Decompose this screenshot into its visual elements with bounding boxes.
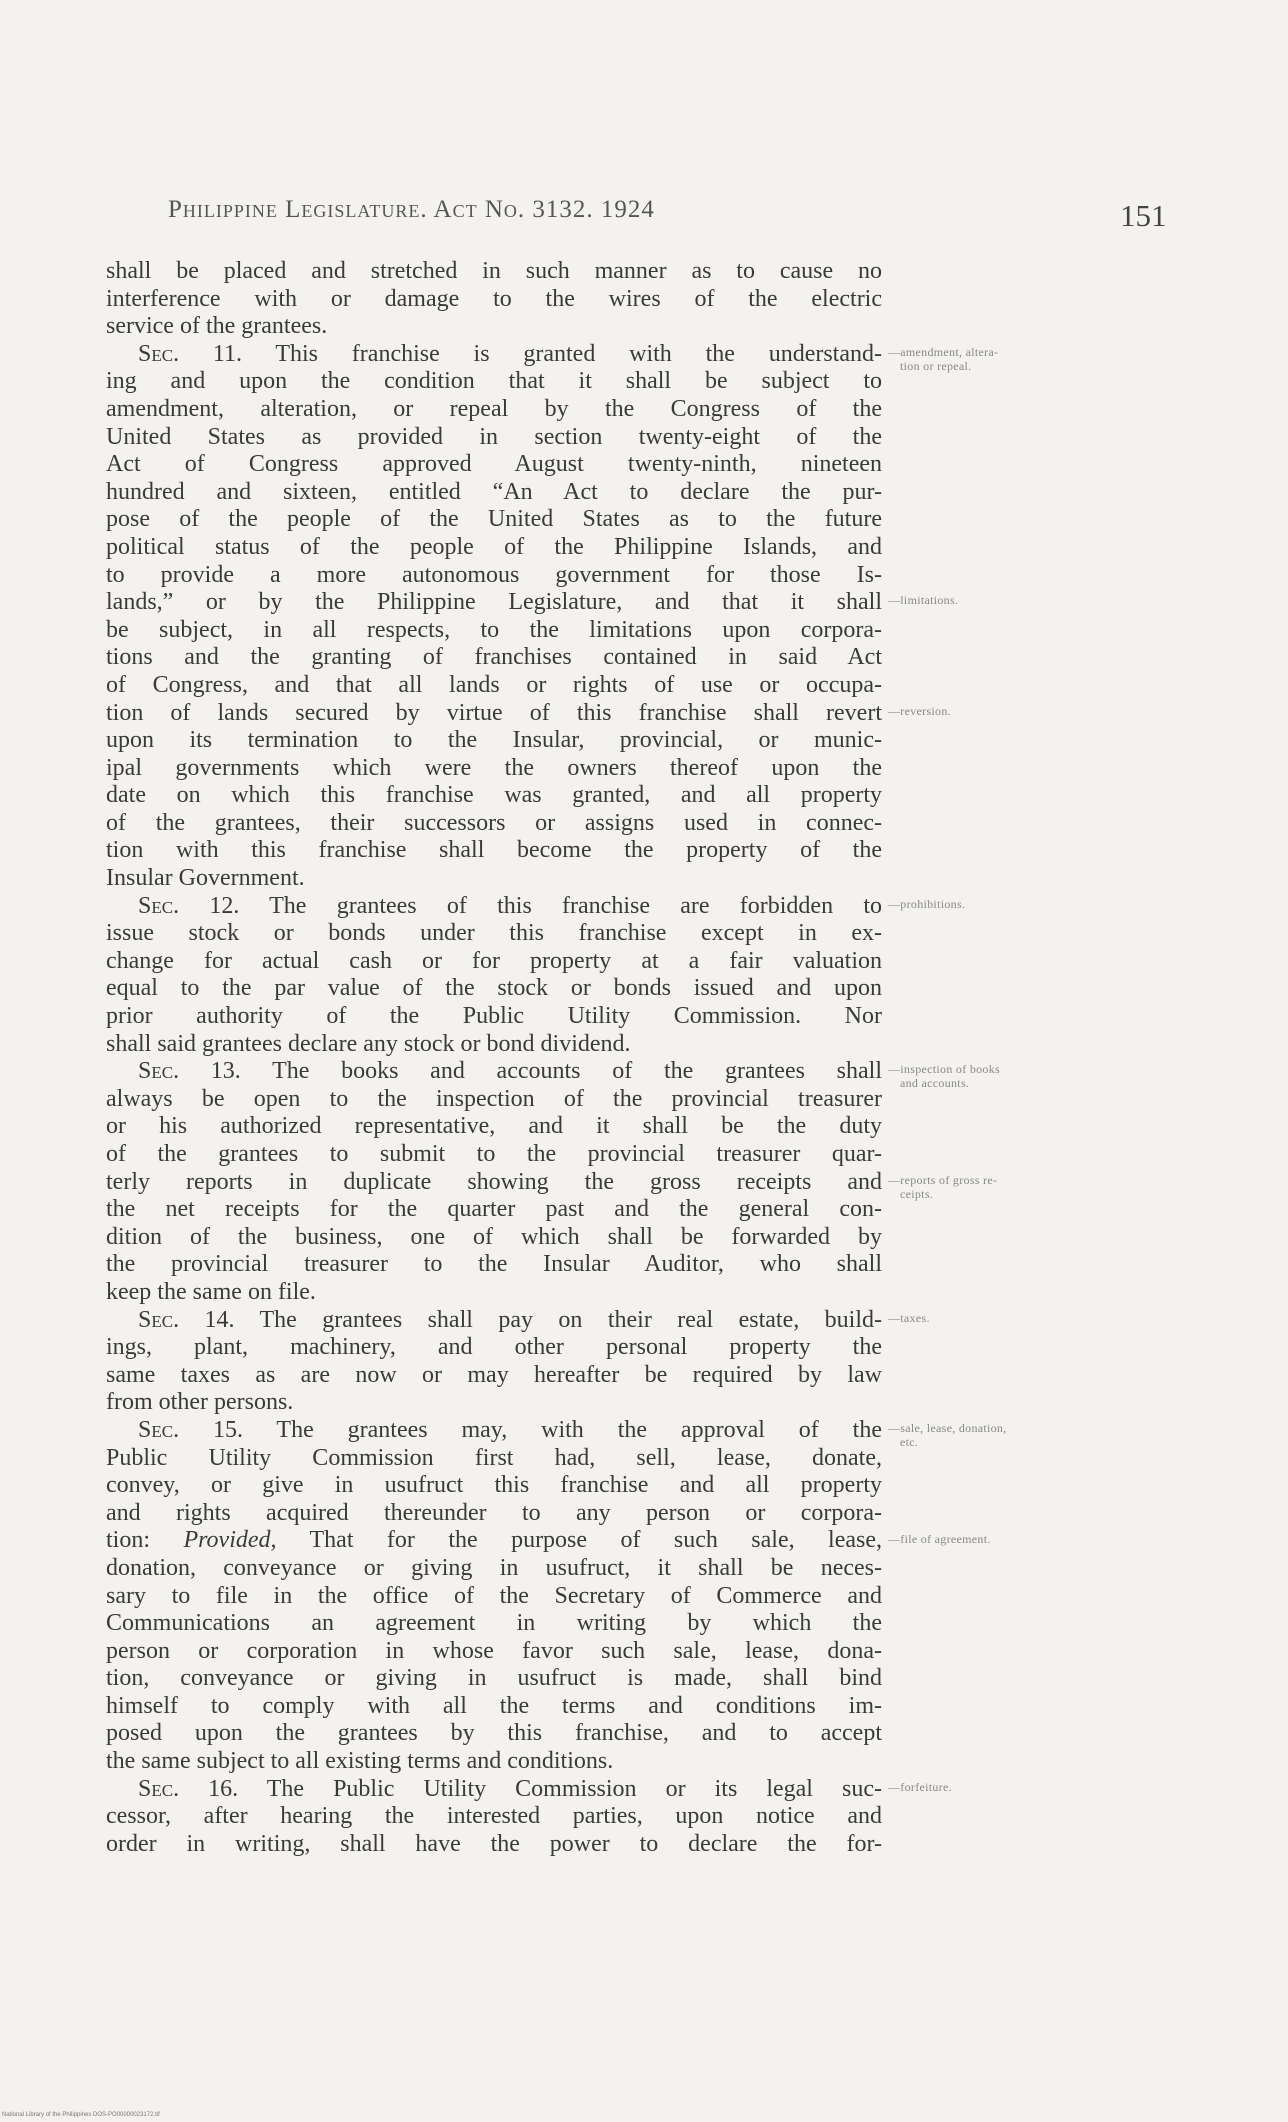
line-text: dition of the business, one of which shall be forwarded by — [106, 1223, 882, 1250]
line-text: the same subject to all existing terms and conditions. — [106, 1748, 614, 1775]
line-text: ipal governments which were the owners thereof upon the — [106, 754, 882, 781]
line-text: always be open to the inspection of the provincial treasurer — [106, 1085, 882, 1112]
line-text: political status of the people of the Philippine Islands, and — [106, 533, 882, 560]
text-line — [106, 893, 882, 921]
line-text: equal to the par value of the stock or bonds issued and upon — [106, 975, 882, 1002]
text-line — [106, 1086, 882, 1114]
text-line — [106, 948, 882, 976]
line-text: change for actual cash or for property at a fair valuation — [106, 947, 882, 974]
line-text: terly reports in duplicate showing the gross receipts and — [106, 1168, 882, 1195]
text-line — [106, 258, 882, 286]
text-line — [106, 1500, 882, 1528]
margin-note — [888, 1532, 1098, 1546]
line-text: service of the grantees. — [106, 313, 328, 340]
text-line — [106, 1720, 882, 1748]
running-head: Philippine Legislature. Act No. 3132. 1924 — [168, 196, 655, 223]
line-text: of the grantees, their successors or assigns used in connec- — [106, 809, 882, 836]
text-line — [106, 589, 882, 617]
line-text: This franchise is granted with the understand- — [241, 340, 882, 367]
line-text: hundred and sixteen, entitled “An Act to declare the pur- — [106, 478, 882, 505]
margin-note-line: —taxes. — [888, 1310, 930, 1325]
text-line — [106, 1362, 882, 1390]
margin-note-line: and accounts. — [900, 1076, 970, 1091]
margin-note — [888, 1173, 1098, 1201]
line-text: amendment, alteration, or repeal by the Congress of the — [106, 395, 882, 422]
text-line — [106, 479, 882, 507]
line-text: tion: — [106, 1527, 184, 1554]
line-text: That for the purpose of such sale, lease, — [276, 1527, 882, 1554]
line-text: interference with or damage to the wires of the electric — [106, 285, 882, 312]
text-line — [106, 341, 882, 369]
text-line — [106, 755, 882, 783]
text-line — [106, 451, 882, 479]
text-line — [106, 782, 882, 810]
margin-note-line: ceipts. — [900, 1186, 934, 1201]
line-text: himself to comply with all the terms and conditions im- — [106, 1692, 882, 1719]
text-line — [106, 313, 882, 341]
line-text: upon its termination to the Insular, provincial, or munic- — [106, 727, 882, 754]
text-line — [106, 424, 882, 452]
margin-note-line: —forfeiture. — [888, 1780, 952, 1794]
text-line — [106, 617, 882, 645]
text-line — [106, 286, 882, 314]
line-text: The Public Utility Commission or its legal suc- — [238, 1775, 882, 1802]
text-line — [106, 1583, 882, 1611]
line-text: United States as provided in section twenty-eight of the — [106, 423, 882, 450]
text-line — [106, 644, 882, 672]
line-text: shall said grantees declare any stock or bond dividend. — [106, 1030, 631, 1057]
margin-note — [888, 704, 1098, 718]
line-text: person or corporation in whose favor such sale, lease, dona- — [106, 1637, 882, 1664]
line-text: tion with this franchise shall become the property of the — [106, 837, 882, 864]
line-text: tion of lands secured by virtue of this franchise shall revert — [106, 699, 882, 726]
text-line — [106, 1113, 882, 1141]
page-number: 151 — [1120, 198, 1167, 233]
margin-note — [888, 1421, 1098, 1449]
text-line — [106, 1445, 882, 1473]
margin-note — [888, 593, 1098, 607]
margin-note — [888, 345, 1098, 373]
text-line — [106, 1803, 882, 1831]
text-line — [106, 1058, 882, 1086]
line-text: be subject, in all respects, to the limitations upon corpora- — [106, 616, 882, 643]
line-text: issue stock or bonds under this franchise except in ex- — [106, 920, 882, 947]
text-line — [106, 700, 882, 728]
body-text — [106, 258, 882, 1858]
line-text: the net receipts for the quarter past and the general con- — [106, 1196, 882, 1223]
emphasis-text: Provided, — [183, 1527, 277, 1554]
text-line — [106, 810, 882, 838]
text-line — [106, 1748, 882, 1776]
text-line — [106, 1141, 882, 1169]
line-text: and rights acquired thereunder to any person or corpora- — [106, 1499, 882, 1526]
text-line — [106, 1031, 882, 1059]
margin-note-line: —amendment, altera- — [888, 344, 999, 359]
section-number: Sec. 14. — [138, 1306, 235, 1333]
line-text: date on which this franchise was granted, and all property — [106, 782, 882, 809]
line-text: Communications an agreement in writing by which the — [106, 1610, 882, 1637]
text-line — [106, 727, 882, 755]
text-line — [106, 368, 882, 396]
line-text: to provide a more autonomous government for those Is- — [106, 561, 882, 588]
margin-note-line: etc. — [900, 1435, 919, 1450]
margin-note — [888, 1780, 1098, 1794]
line-text: lands,” or by the Philippine Legislature, and that it shall — [106, 589, 882, 616]
margin-note-line: —file of agreement. — [888, 1531, 991, 1546]
line-text: The grantees may, with the approval of the — [242, 1416, 882, 1443]
line-text: or his authorized representative, and it shall be the duty — [106, 1113, 882, 1140]
line-text: donation, conveyance or giving in usufruct, it shall be neces- — [106, 1554, 882, 1581]
line-text: posed upon the grantees by this franchise, and to accept — [106, 1720, 882, 1747]
line-text: keep the same on file. — [106, 1278, 316, 1305]
line-text: cessor, after hearing the interested parties, upon notice and — [106, 1803, 882, 1830]
margin-note-line: —limitations. — [888, 593, 959, 608]
section-number: Sec. 11. — [138, 340, 242, 367]
line-text: of the grantees to submit to the provincial treasurer quar- — [106, 1141, 882, 1167]
section-number: Sec. 12. — [138, 892, 240, 919]
line-text: The grantees of this franchise are forbidden to — [239, 892, 882, 919]
margin-note-line: —sale, lease, donation, — [888, 1421, 1007, 1436]
text-line — [106, 920, 882, 948]
scan-footer: National Library of the Philippines DOS-PO00000023172.tif — [2, 2112, 160, 2118]
line-text: tions and the granting of franchises contained in said Act — [106, 644, 882, 671]
line-text: The grantees shall pay on their real estate, build- — [234, 1306, 882, 1333]
text-line — [106, 1527, 882, 1555]
text-line — [106, 1279, 882, 1307]
text-line — [106, 1831, 882, 1859]
text-line — [106, 1251, 882, 1279]
text-line — [106, 1472, 882, 1500]
text-line — [106, 396, 882, 424]
margin-note-line: —reversion. — [888, 703, 951, 718]
text-line — [106, 1169, 882, 1197]
line-text: tion, conveyance or giving in usufruct is made, shall bind — [106, 1665, 882, 1692]
section-number: Sec. 16. — [138, 1775, 239, 1802]
text-line — [106, 1417, 882, 1445]
line-text: shall be placed and stretched in such manner as to cause no — [106, 258, 882, 284]
margin-note-line: —reports of gross re- — [888, 1172, 998, 1187]
line-text: convey, or give in usufruct this franchise and all property — [106, 1472, 882, 1499]
margin-note-line: —prohibitions. — [888, 896, 966, 911]
text-line — [106, 506, 882, 534]
section-number: Sec. 13. — [138, 1058, 241, 1085]
text-line — [106, 534, 882, 562]
margin-note-line: —inspection of books — [888, 1062, 1000, 1077]
text-line — [106, 1665, 882, 1693]
text-line — [106, 1196, 882, 1224]
margin-note — [888, 1311, 1098, 1325]
text-line — [106, 672, 882, 700]
line-text: order in writing, shall have the power to declare the for- — [106, 1830, 882, 1857]
text-line — [106, 1555, 882, 1583]
line-text: from other persons. — [106, 1389, 294, 1416]
text-line — [106, 1389, 882, 1417]
line-text: ings, plant, machinery, and other personal property the — [106, 1334, 882, 1361]
line-text: Insular Government. — [106, 865, 305, 892]
text-line — [106, 1610, 882, 1638]
text-line — [106, 865, 882, 893]
margin-note — [888, 897, 1098, 911]
text-line — [106, 1307, 882, 1335]
line-text: The books and accounts of the grantees shall — [240, 1058, 882, 1085]
text-line — [106, 562, 882, 590]
line-text: pose of the people of the United States as to the future — [106, 506, 882, 533]
section-number: Sec. 15. — [138, 1416, 243, 1443]
text-line — [106, 1693, 882, 1721]
line-text: ing and upon the condition that it shall be subject to — [106, 368, 882, 395]
line-text: of Congress, and that all lands or rights of use or occupa- — [106, 671, 882, 698]
margin-note — [888, 1062, 1098, 1090]
text-line — [106, 837, 882, 865]
line-text: Public Utility Commission first had, sell, lease, donate, — [106, 1444, 882, 1471]
line-text: sary to file in the office of the Secretary of Commerce and — [106, 1582, 882, 1609]
text-line — [106, 1334, 882, 1362]
text-line — [106, 1224, 882, 1252]
line-text: the provincial treasurer to the Insular Auditor, who shall — [106, 1251, 882, 1278]
text-line — [106, 1776, 882, 1804]
line-text: Act of Congress approved August twenty-ninth, nineteen — [106, 451, 882, 478]
text-line — [106, 1003, 882, 1031]
line-text: prior authority of the Public Utility Commission. Nor — [106, 1003, 882, 1030]
text-line — [106, 975, 882, 1003]
margin-note-line: tion or repeal. — [900, 358, 972, 373]
text-line — [106, 1638, 882, 1666]
line-text: same taxes as are now or may hereafter be required by law — [106, 1361, 882, 1388]
